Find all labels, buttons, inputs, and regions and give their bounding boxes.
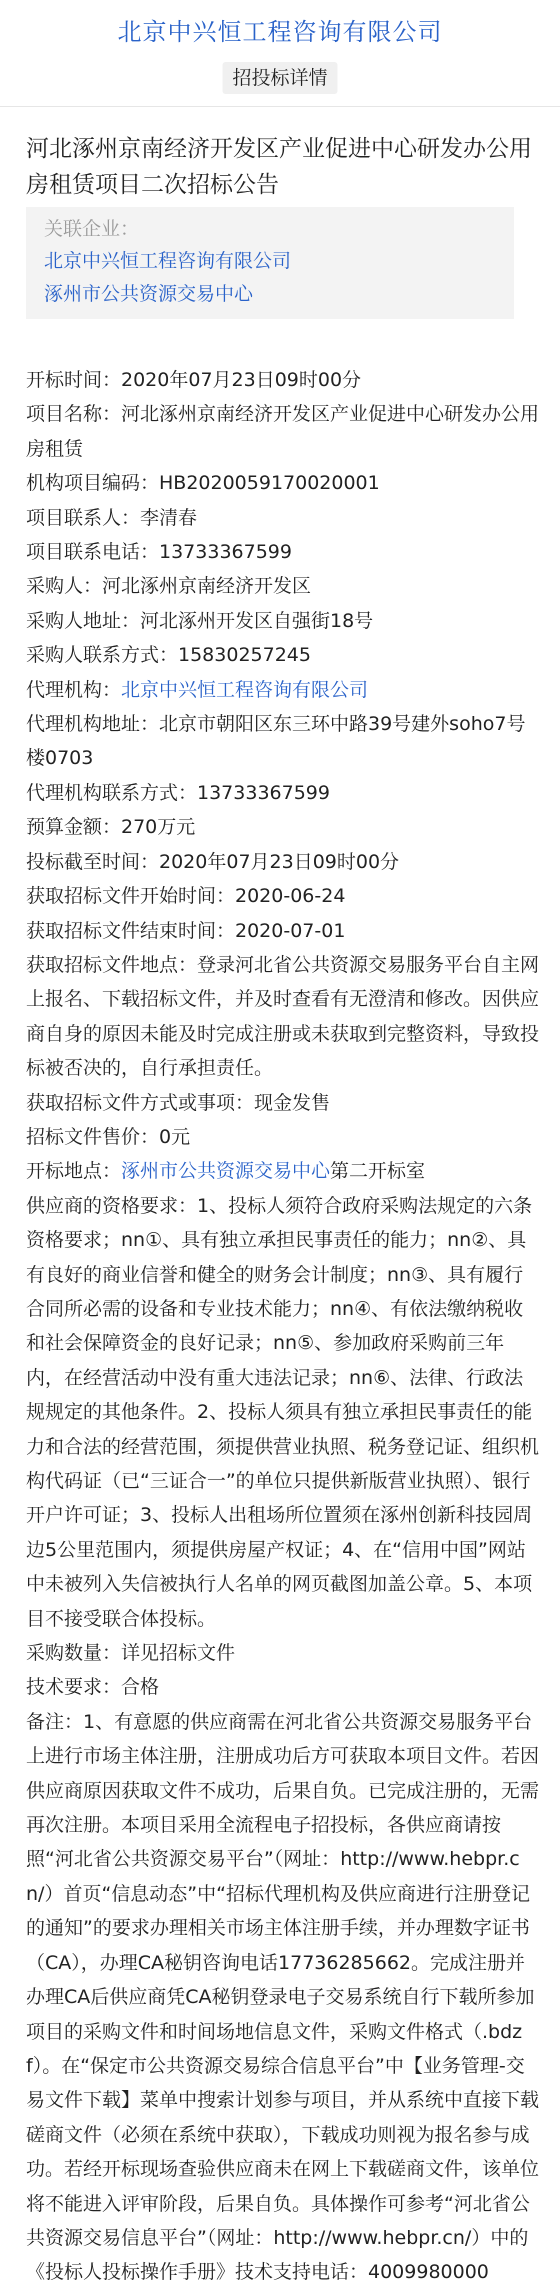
field-purchaser-address: 采购人地址：河北涿州开发区自强街18号 [26, 609, 374, 632]
field-agency-label: 代理机构： [26, 678, 122, 701]
field-bid-location-label: 开标地点： [26, 1160, 122, 1183]
bid-location-link[interactable]: 涿州市公共资源交易中心 [121, 1160, 331, 1183]
field-bid-open-time: 开标时间：2020年07月23日09时00分 [26, 369, 362, 391]
page-header [0, 0, 560, 107]
field-qualifications: 供应商的资格要求：1、投标人须符合政府采购法规定的六条资格要求；nn①、具有独立承担民事责任的能力；nn②、具有良好的商业信誉和健全的财务会计制度；nn③、具有履行合同所必需的设备和专业技术能力；nn④、有依法缴纳税收和社会保障资金的良好记录；nn⑤、参加政府采购前三年内，在经营活动中没有重大违法记录；nn⑥、法律、行政法规规定的其他条件。2、投标人须具有独立承担民事责任的能力和合法的经营范围，须提供营业执照、税务登记证、组织机构代码证（已“三证合一”的单位只提供新版营业执照）、银行开户许可证；3、投标人出租场所位置须在涿州创新科技园周边5公里范围内，须提供房屋产权证；4、在“信用中国”网站中未被列入失信被执行人名单的网页截图加盖公章。5、本项目不接受联合体投标。 [26, 1194, 540, 1630]
field-doc-location: 获取招标文件地点：登录河北省公共资源交易服务平台自主网上报名、下载招标文件，并及时查看有无澄清和修改。因供应商自身的原因未能及时完成注册或未获取到完整资料，导致投标被否决的，自行承担责任。 [26, 953, 540, 1080]
field-project-phone: 项目联系电话：13733367599 [26, 541, 292, 564]
field-purchaser-phone: 采购人联系方式：15830257245 [26, 644, 311, 667]
field-bid-location-suffix: 第二开标室 [330, 1160, 426, 1183]
field-doc-end: 获取招标文件结束时间：2020-07-01 [26, 919, 346, 942]
field-purchaser: 采购人：河北涿州京南经济开发区 [26, 575, 312, 598]
field-project-code: 机构项目编码：HB2020059170020001 [26, 472, 380, 495]
related-companies-box [26, 207, 514, 319]
related-company-link-1[interactable]: 北京中兴恒工程咨询有限公司 [44, 250, 292, 272]
field-doc-price: 招标文件售价：0元 [26, 1125, 191, 1148]
page-label-badge: 招投标详情 [222, 62, 337, 94]
field-project-name: 项目名称：河北涿州京南经济开发区产业促进中心研发办公用房租赁 [26, 403, 540, 460]
field-agency-phone: 代理机构联系方式：13733367599 [26, 781, 330, 804]
notice-content [0, 131, 560, 2290]
field-agency [26, 673, 540, 707]
agency-link[interactable]: 北京中兴恒工程咨询有限公司 [121, 678, 369, 701]
field-agency-address: 代理机构地址：北京市朝阳区东三环中路39号建外soho7号楼0703 [26, 713, 526, 770]
related-company-link-2[interactable]: 涿州市公共资源交易中心 [44, 283, 254, 305]
field-tech-requirements: 技术要求：合格 [26, 1676, 160, 1699]
field-bid-location [26, 1154, 540, 1188]
notice-title: 河北涿州京南经济开发区产业促进中心研发办公用房租赁项目二次招标公告 [26, 136, 532, 198]
field-budget: 预算金额：270万元 [26, 816, 196, 839]
field-quantity: 采购数量：详见招标文件 [26, 1642, 236, 1665]
field-bid-deadline: 投标截至时间：2020年07月23日09时00分 [26, 850, 400, 873]
field-remarks: 备注：1、有意愿的供应商需在河北省公共资源交易服务平台上进行市场主体注册，注册成功后方可获取本项目文件。若因供应商原因获取文件不成功，后果自负。已完成注册的，无需再次注册。本项目采用全流程电子招投标，各供应商请按照“河北省公共资源交易平台”（网址：http://www.hebpr.cn/）首页“信息动态”中“招标代理机构及供应商进行注册登记的通知”的要求办理相关市场主体注册手续，并办理数字证书（CA），办理CA秘钥咨询电话17736285662。完成注册并办理CA后供应商凭CA秘钥登录电子交易系统自行下载所参加项目的采购文件和时间场地信息文件，采购文件格式（.bdzf）。在“保定市公共资源交易综合信息平台”中【业务管理-交易文件下载】菜单中搜索计划参与项目，并从系统中直接下载磋商文件（必须在系统中获取），下载成功则视为报名参与成功。若经开标现场查验供应商未在网上下载磋商文件，该单位将不能进入评审阶段，后果自负。具体操作可参考“河北省公共资源交易信息平台”（网址：http://www.hebpr.cn/）中的《投标人投标操作手册》技术支持电话：4009980000 [26, 1710, 540, 2284]
field-doc-start: 获取招标文件开始时间：2020-06-24 [26, 885, 346, 908]
field-project-contact: 项目联系人：李清春 [26, 506, 198, 529]
field-doc-method: 获取招标文件方式或事项：现金发售 [26, 1091, 331, 1114]
related-label: 关联企业： [44, 218, 140, 240]
company-title[interactable]: 北京中兴恒工程咨询有限公司 [117, 18, 443, 46]
notice-fields [26, 363, 540, 2290]
